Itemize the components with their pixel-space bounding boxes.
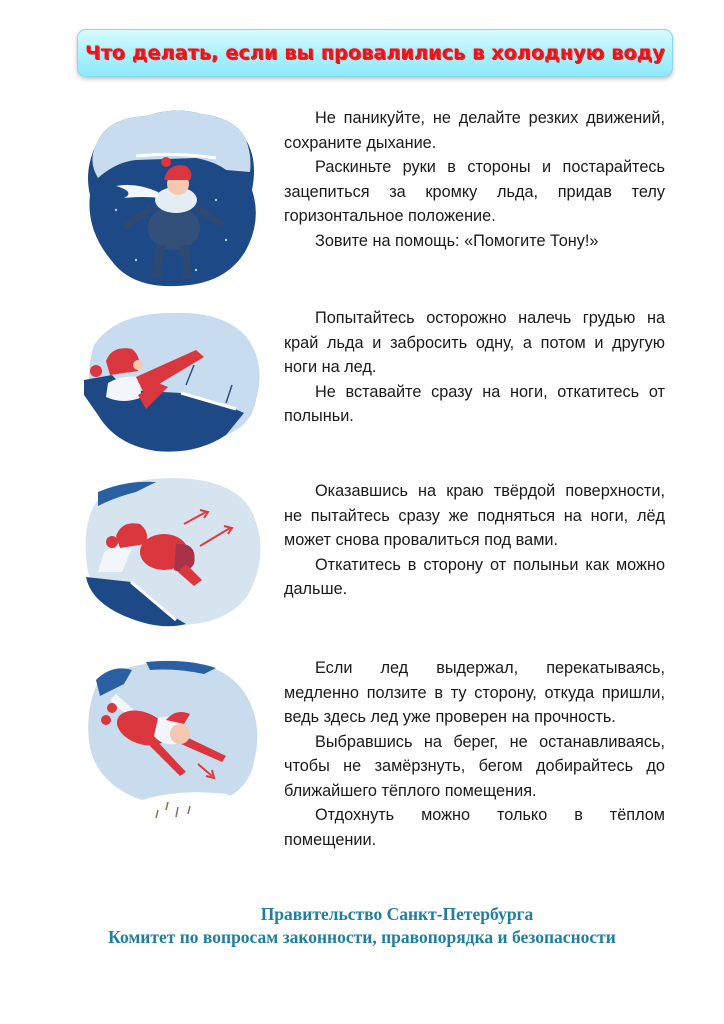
paragraph: Не паникуйте, не делайте резких движений, сохраните дыхание. <box>284 109 665 152</box>
title-banner <box>77 29 673 77</box>
paragraph: Если лед выдержал, перекатываясь, медленно ползите в ту сторону, откуда пришли, ведь здесь лед уже проверен на прочность. <box>284 659 665 726</box>
paragraph: Попытайтесь осторожно налечь грудью на край льда и забросить одну, а потом и другую ноги на лед. <box>284 309 665 376</box>
paragraph: Отдохнуть можно только в тёплом помещении. <box>284 806 665 849</box>
footer-committee: Комитет по вопросам законности, правопорядка и безопасности <box>108 927 616 947</box>
paragraph: Раскиньте руки в стороны и постарайтесь зацепиться за кромку льда, придав телу горизонтальное положение. <box>284 158 665 225</box>
paragraph: Выбравшись на берег, не останавливаясь, чтобы не замёрзнуть, бегом добирайтесь до ближайшего тёплого помещения. <box>284 732 665 800</box>
paragraph: Зовите на помощь: «Помогите Тону!» <box>315 231 599 250</box>
section-4-text <box>284 656 665 852</box>
person-rolling-away-illustration <box>76 472 272 632</box>
person-crawling-to-shore-illustration <box>76 652 272 824</box>
paragraph: Не вставайте сразу на ноги, откатитесь от полыньи. <box>284 382 665 425</box>
person-climbing-onto-ice-illustration <box>76 305 272 457</box>
section-2-text <box>284 306 665 429</box>
section-3-text <box>284 479 665 602</box>
person-in-ice-hole-illustration <box>76 100 272 292</box>
footer-government: Правительство Санкт-Петербурга <box>260 904 534 924</box>
footer <box>0 903 724 949</box>
section-1-text <box>284 106 665 253</box>
paragraph: Оказавшись на краю твёрдой поверхности, не пытайтесь сразу же подняться на ноги, лёд может снова провалиться под вами. <box>284 482 665 549</box>
paragraph: Откатитесь в сторону от полыньи как можно дальше. <box>284 555 665 598</box>
page-title: Что делать, если вы провалились в холодную воду <box>85 42 665 64</box>
